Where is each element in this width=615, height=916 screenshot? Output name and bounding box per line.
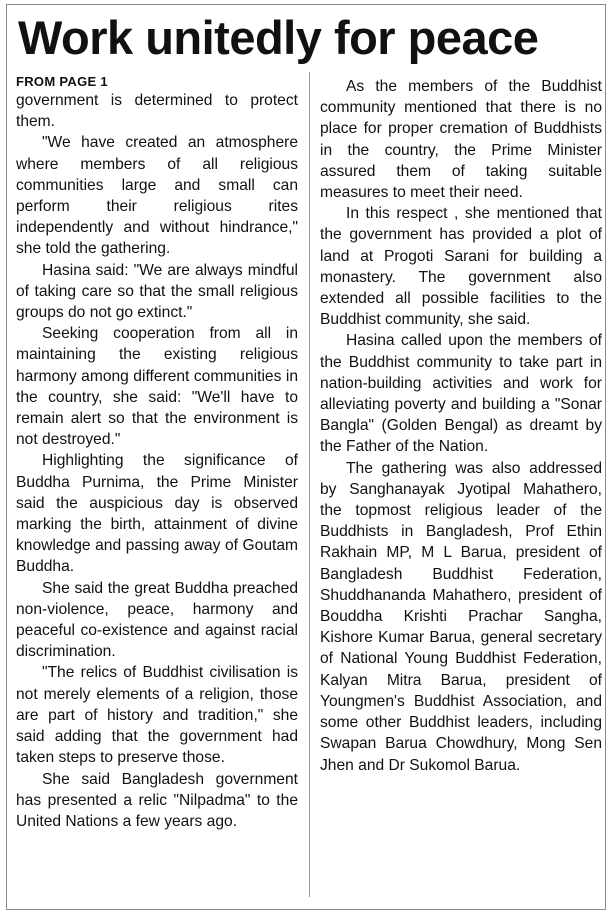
paragraph: Hasina called upon the members of the Buddhist community to take part in nation-building activities and work for alleviating poverty and building a "Sonar Bangla" (Golden Bengal) as dreamt by the Father of the Nation. bbox=[320, 332, 602, 456]
paragraph: As the members of the Buddhist community mentioned that there is no place for proper cremation of Buddhists in the country, the Prime Minister assured them of taking suitable measures to meet their need. bbox=[320, 78, 602, 202]
right-column bbox=[320, 76, 602, 776]
continuation-kicker: FROM PAGE 1 bbox=[16, 74, 108, 89]
paragraph: government is determined to protect them. bbox=[16, 92, 298, 131]
column-divider bbox=[309, 72, 310, 897]
paragraph: Seeking cooperation from all in maintaining the existing religious harmony among different communities in the country, she said: "We'll have to remain alert so that the environment is not destroyed." bbox=[16, 325, 298, 449]
headline: Work unitedly for peace bbox=[18, 11, 539, 64]
paragraph: "We have created an atmosphere where members of all religious communities large and small can perform their religious rites independently and without hindrance," she told the gathering. bbox=[16, 134, 298, 258]
paragraph: The gathering was also addressed by Sanghanayak Jyotipal Mahathero, the topmost religious leader of the Buddhists in Bangladesh, Prof Ethin Rakhain MP, M L Barua, president of Bangladesh Buddhist Federation, Shuddhananda Mahathero, president of Bouddha Krishti Prachar Sangha, Kishore Kumar Barua, general secretary of National Young Buddhist Federation, Kalyan Mitra Barua, president of Youngmen's Buddhist Association, and some other Buddhist leaders, including Swapan Barua Chowdhury, Mong Sen Jhen and Dr Sukomol Barua. bbox=[320, 459, 602, 774]
paragraph: "The relics of Buddhist civilisation is not merely elements of a religion, those are part of history and tradition," she said adding that the government had taken steps to preserve those. bbox=[16, 664, 298, 767]
left-column bbox=[16, 72, 298, 832]
paragraph: Hasina said: "We are always mindful of taking care so that the small religious groups do not go extinct." bbox=[16, 261, 298, 322]
paragraph: Highlighting the significance of Buddha Purnima, the Prime Minister said the auspicious day is observed marking the birth, attainment of divine knowledge and passing away of Goutam Buddha. bbox=[16, 452, 298, 576]
paragraph: In this respect , she mentioned that the government has provided a plot of land at Progoti Sarani for building a monastery. The government also extended all possible facilities to the Buddhist community, she said. bbox=[320, 205, 602, 329]
paragraph: She said Bangladesh government has presented a relic "Nilpadma" to the United Nations a few years ago. bbox=[16, 770, 298, 830]
paragraph: She said the great Buddha preached non-violence, peace, harmony and peaceful co-existence and against racial discrimination. bbox=[16, 579, 298, 661]
